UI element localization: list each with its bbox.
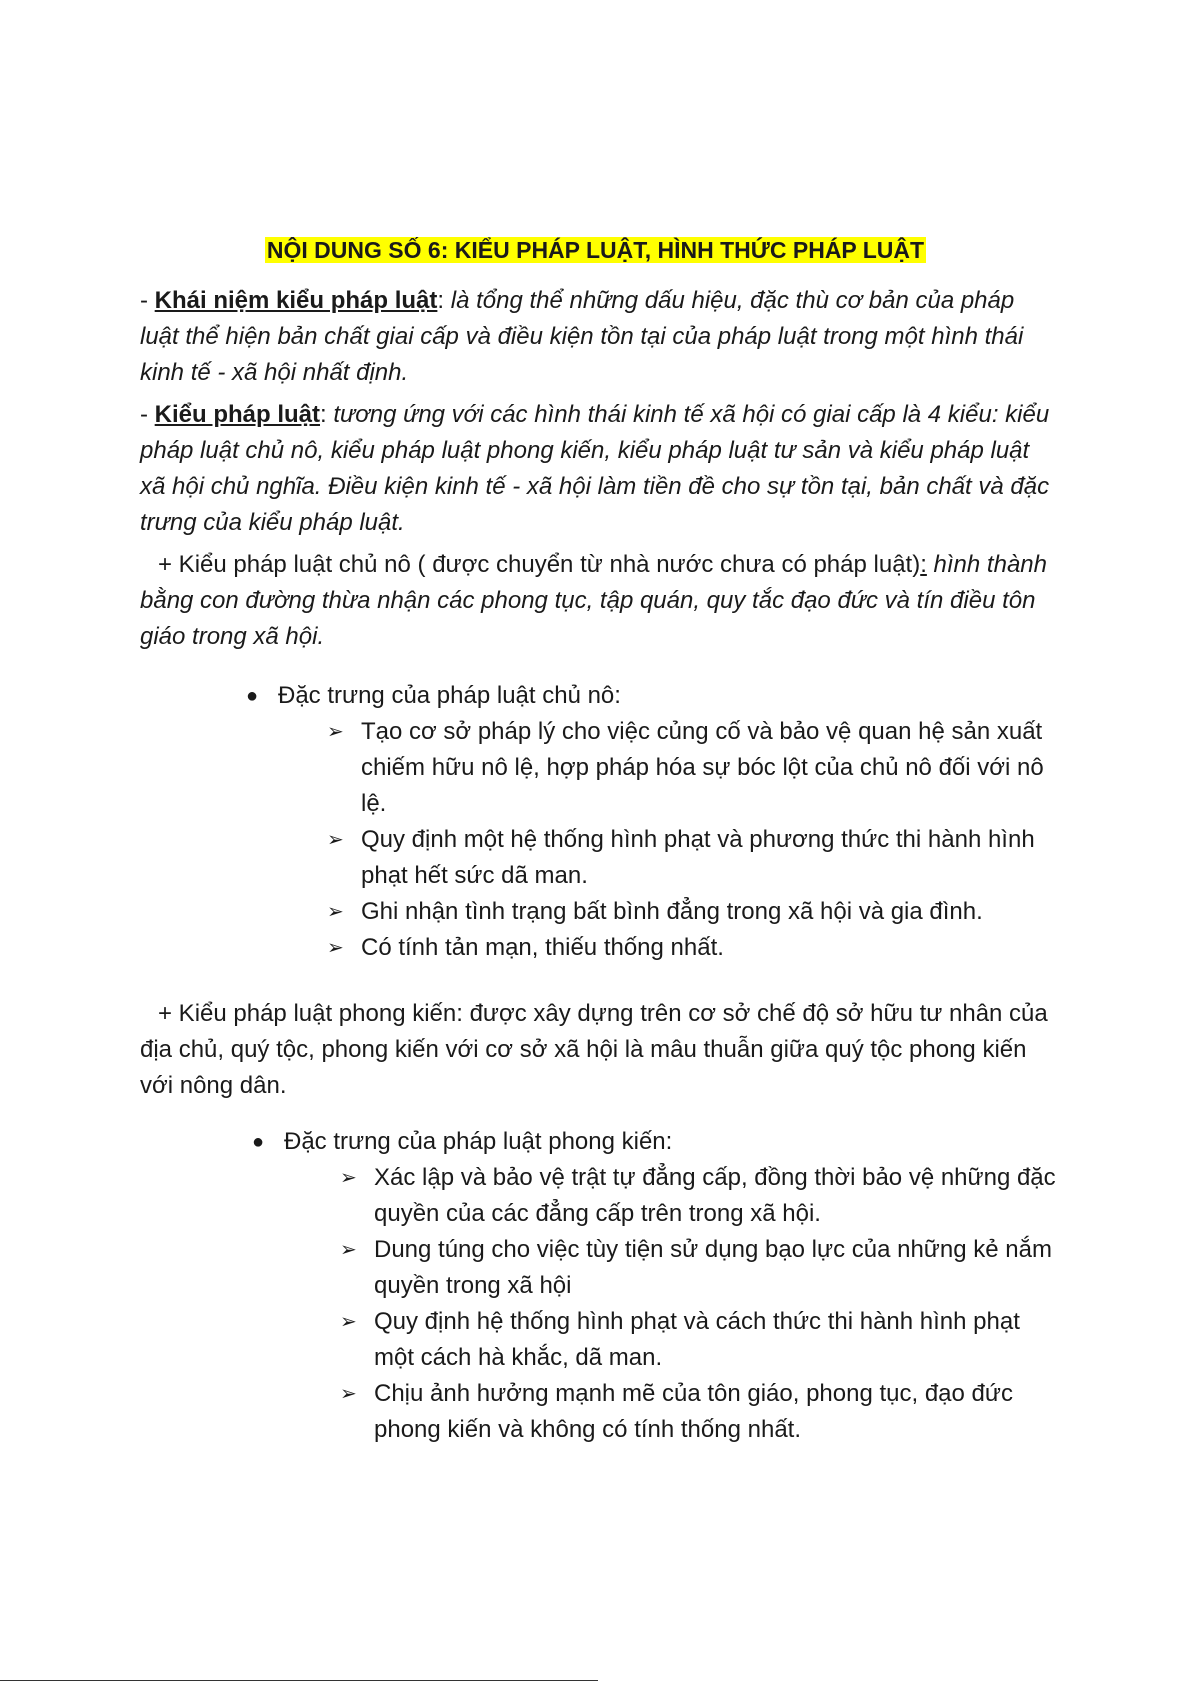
slave-law-heading: + Kiểu pháp luật chủ nô ( được chuyển từ nhà nước chưa có pháp luật)	[158, 551, 921, 578]
list-item-text: Ghi nhận tình trạng bất bình đẳng trong xã hội và gia đình.	[361, 898, 983, 925]
arrow-icon: ➢	[340, 1239, 357, 1261]
list-item	[327, 930, 1061, 966]
list-item	[327, 894, 1061, 930]
bullet-feudal-features	[252, 1124, 1064, 1160]
bullet-icon: ●	[246, 685, 259, 707]
list-item	[340, 1304, 1064, 1376]
dash: -	[140, 287, 155, 314]
colon: :	[920, 551, 927, 578]
arrow-icon: ➢	[340, 1383, 357, 1405]
arrow-icon: ➢	[327, 937, 344, 959]
colon: :	[437, 287, 451, 314]
arrow-icon: ➢	[327, 829, 344, 851]
slave-features-list	[327, 714, 1061, 966]
feudal-features-list	[340, 1160, 1064, 1448]
feudal-law-text: + Kiểu pháp luật phong kiến: được xây dựng trên cơ sở chế độ sở hữu tư nhân của địa chủ, quý tộc, phong kiến với cơ sở xã hội là mâu thuẫn giữa quý tộc phong kiến với nông dân.	[140, 1000, 1048, 1099]
arrow-icon: ➢	[327, 721, 344, 743]
bullet-label: Đặc trưng của pháp luật chủ nô:	[278, 682, 621, 709]
list-item-text: Có tính tản mạn, thiếu thống nhất.	[361, 934, 724, 961]
paragraph-concept	[140, 283, 1055, 391]
types-definition: tương ứng với các hình thái kinh tế xã hội có giai cấp là 4 kiểu: kiểu pháp luật chủ nô, kiểu pháp luật phong kiến, kiểu pháp luật tư sản và kiểu pháp luật xã hội chủ nghĩa. Điều kiện kinh tế - xã hội làm tiền đề cho sự tồn tại, bản chất và đặc trưng của kiểu pháp luật.	[140, 401, 1050, 536]
term-types: Kiểu pháp luật	[154, 401, 321, 428]
paragraph-types	[140, 397, 1055, 541]
bullet-icon: ●	[252, 1131, 265, 1153]
arrow-icon: ➢	[340, 1311, 357, 1333]
arrow-icon: ➢	[327, 901, 344, 923]
list-item-text: Xác lập và bảo vệ trật tự đẳng cấp, đồng thời bảo vệ những đặc quyền của các đẳng cấp trên trong xã hội.	[374, 1164, 1056, 1227]
list-item	[340, 1376, 1064, 1448]
bullet-label: Đặc trưng của pháp luật phong kiến:	[284, 1128, 673, 1155]
list-item-text: Tạo cơ sở pháp lý cho việc củng cố và bảo vệ quan hệ sản xuất chiếm hữu nô lệ, hợp pháp hóa sự bóc lột của chủ nô đối với nô lệ.	[361, 718, 1044, 817]
term-concept: Khái niệm kiểu pháp luật	[154, 287, 438, 314]
bullet-slave-features	[246, 678, 1058, 714]
slave-law-description: hình thành bằng con đường thừa nhận các phong tục, tập quán, quy tắc đạo đức và tín điều tôn giáo trong xã hội.	[140, 551, 1047, 650]
arrow-icon: ➢	[340, 1167, 357, 1189]
concept-definition: là tổng thể những dấu hiệu, đặc thù cơ bản của pháp luật thể hiện bản chất giai cấp và điều kiện tồn tại của pháp luật trong một hình thái kinh tế - xã hội nhất định.	[140, 287, 1024, 386]
list-item-text: Quy định một hệ thống hình phạt và phương thức thi hành hình phạt hết sức dã man.	[361, 826, 1035, 889]
title-highlight: NỘI DUNG SỐ 6: KIỂU PHÁP LUẬT, HÌNH THỨC PHÁP LUẬT	[266, 237, 925, 263]
list-item	[327, 822, 1061, 894]
list-item	[340, 1232, 1064, 1304]
paragraph-feudal-law	[140, 996, 1055, 1104]
colon: :	[320, 401, 334, 428]
page-bottom-rule	[0, 1680, 598, 1681]
list-item-text: Quy định hệ thống hình phạt và cách thức thi hành hình phạt một cách hà khắc, dã man.	[374, 1308, 1020, 1371]
list-item-text: Chịu ảnh hưởng mạnh mẽ của tôn giáo, phong tục, đạo đức phong kiến và không có tính thống nhất.	[374, 1380, 1013, 1443]
paragraph-slave-law	[140, 547, 1055, 655]
list-item-text: Dung túng cho việc tùy tiện sử dụng bạo lực của những kẻ nắm quyền trong xã hội	[374, 1236, 1052, 1299]
dash: -	[140, 401, 155, 428]
page-title	[0, 234, 1191, 266]
list-item	[327, 714, 1061, 822]
list-item	[340, 1160, 1064, 1232]
